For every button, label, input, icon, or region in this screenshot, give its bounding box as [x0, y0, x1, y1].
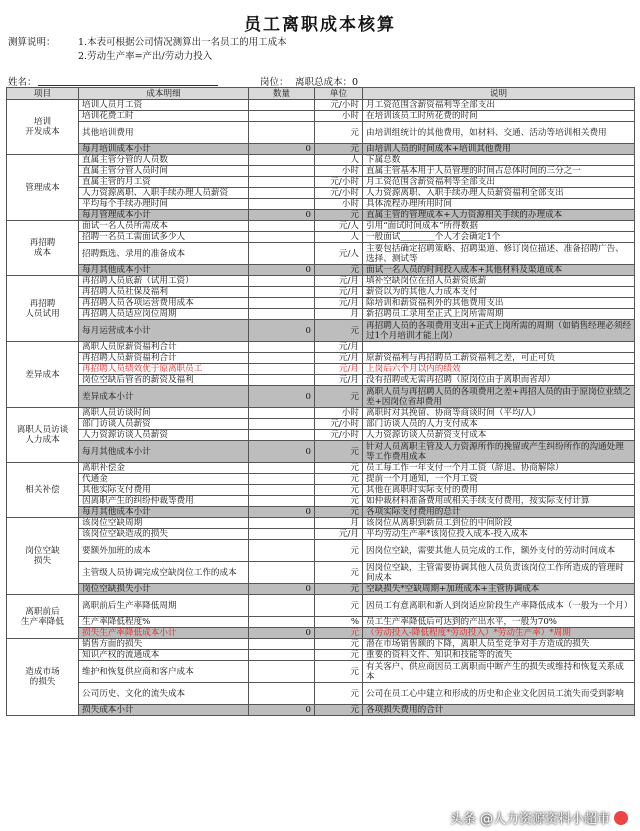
header-qty: 数量 — [249, 88, 315, 100]
detail-cell: 离职前后生产率降低周期 — [79, 595, 249, 617]
table-row — [7, 309, 635, 320]
qty-cell[interactable] — [249, 408, 315, 419]
desc-cell: 除培训和薪资福利外的其他费用支出 — [363, 298, 635, 309]
qty-cell[interactable] — [249, 111, 315, 122]
unit-cell: 元 — [315, 540, 363, 562]
cost-table — [6, 87, 635, 716]
unit-cell: % — [315, 617, 363, 628]
qty-cell[interactable] — [249, 364, 315, 375]
table-row — [7, 166, 635, 177]
qty-cell[interactable] — [249, 529, 315, 540]
desc-cell: 针对人员离职主管及人力资源所作的挽留或产生纠纷所作的沟通处理等工作费用成本 — [363, 441, 635, 463]
unit-cell: 元/小时 — [315, 188, 363, 199]
detail-cell: 平均每个手续办理时间 — [79, 199, 249, 210]
detail-cell: 代通金 — [79, 474, 249, 485]
unit-cell: 元/人 — [315, 221, 363, 232]
table-row — [7, 650, 635, 661]
detail-cell: 销售方面的损失 — [79, 639, 249, 650]
category-cell: 再招聘 人员试用 — [7, 276, 79, 342]
table-row — [7, 496, 635, 507]
table-row — [7, 111, 635, 122]
desc-cell: 薪资以为的其他人力成本支付 — [363, 287, 635, 298]
subtotal-row — [7, 507, 635, 518]
table-row — [7, 276, 635, 287]
qty-cell[interactable] — [249, 155, 315, 166]
unit-cell: 元/月 — [315, 353, 363, 364]
table-body — [7, 100, 635, 716]
detail-cell: 该岗位空缺造成的损失 — [79, 529, 249, 540]
category-cell: 离职人员访谈 人力成本 — [7, 408, 79, 463]
qty-cell[interactable] — [249, 166, 315, 177]
unit-cell: 元 — [315, 661, 363, 683]
qty-cell[interactable]: 0 — [249, 705, 315, 716]
qty-cell[interactable] — [249, 639, 315, 650]
qty-cell[interactable] — [249, 122, 315, 144]
table-row — [7, 177, 635, 188]
desc-cell: 具体流程办理所用时间 — [363, 199, 635, 210]
category-cell: 管理成本 — [7, 155, 79, 221]
detail-cell: 培训花费工时 — [79, 111, 249, 122]
detail-cell: 再招聘人员各项运营费用成本 — [79, 298, 249, 309]
desc-cell: 直属主管基本用于人员管理的时间占总体时间的三分之一 — [363, 166, 635, 177]
qty-cell[interactable] — [249, 309, 315, 320]
table-row — [7, 463, 635, 474]
category-cell: 离职前后 生产率降低 — [7, 595, 79, 639]
table-row — [7, 100, 635, 111]
unit-cell: 小时 — [315, 111, 363, 122]
unit-cell: 元/月 — [315, 276, 363, 287]
table-row — [7, 595, 635, 617]
detail-cell: 每月其他成本小计 — [79, 441, 249, 463]
unit-cell: 元 — [315, 507, 363, 518]
desc-cell: 由培训人员的时间成本+培训其他费用 — [363, 144, 635, 155]
qty-cell[interactable] — [249, 595, 315, 617]
desc-cell: 月工资范围含薪资福利等全部支出 — [363, 100, 635, 111]
qty-cell[interactable] — [249, 650, 315, 661]
table-row — [7, 683, 635, 705]
subtotal-row — [7, 320, 635, 342]
desc-cell: 月工资范围含薪资福利等全部支出 — [363, 177, 635, 188]
qty-cell[interactable] — [249, 463, 315, 474]
qty-cell[interactable] — [249, 298, 315, 309]
qty-cell[interactable] — [249, 232, 315, 243]
detail-cell: 部门访谈人员薪资 — [79, 419, 249, 430]
watermark — [450, 808, 628, 827]
category-cell: 再招聘 成本 — [7, 221, 79, 276]
subtotal-row — [7, 210, 635, 221]
unit-cell: 元 — [315, 496, 363, 507]
desc-cell: 员工每工作一年支付一个月工资（辞退、协商解除） — [363, 463, 635, 474]
table-row — [7, 617, 635, 628]
desc-cell: 因岗位空缺，主管需要协调其他人员负责该岗位工作所造成的管理时间成本 — [363, 562, 635, 584]
desc-cell — [363, 342, 635, 353]
table-row — [7, 639, 635, 650]
desc-cell: 员工生产率降低后可达到的产出水平，一般为70% — [363, 617, 635, 628]
detail-cell: 损失成本小计 — [79, 705, 249, 716]
name-field[interactable] — [38, 85, 218, 86]
desc-cell: 有关客户、供应商因员工离职而中断产生的损失或维持和恢复关系成本 — [363, 661, 635, 683]
detail-cell: 招聘一名员工需面试多少人 — [79, 232, 249, 243]
desc-cell: 提前一个月通知，一个月工资 — [363, 474, 635, 485]
total-cost — [295, 74, 358, 88]
desc-cell: 主要包括确定招聘策略、招聘渠道、修订岗位描述、准备招聘广告、选择、测试等 — [363, 243, 635, 265]
desc-cell: 新招聘员工录用至正式上岗所需周期 — [363, 309, 635, 320]
qty-cell[interactable] — [249, 661, 315, 683]
unit-cell: 元 — [315, 628, 363, 639]
unit-cell: 元 — [315, 474, 363, 485]
qty-cell[interactable]: 0 — [249, 507, 315, 518]
desc-cell: 其他在离职时实际支付的费用 — [363, 485, 635, 496]
header-desc: 说明 — [363, 88, 635, 100]
desc-cell: 原薪资福利与再招聘员工薪资福利之差，可正可负 — [363, 353, 635, 364]
name-label: 姓名： — [8, 77, 37, 88]
table-row — [7, 353, 635, 364]
subtotal-row — [7, 584, 635, 595]
detail-cell: 直属主管的月工资 — [79, 177, 249, 188]
table-row — [7, 364, 635, 375]
page-title: 员工离职成本核算 — [244, 15, 396, 35]
qty-cell[interactable]: 0 — [249, 441, 315, 463]
unit-cell: 元 — [315, 639, 363, 650]
unit-cell: 小时 — [315, 408, 363, 419]
unit-cell: 元 — [315, 144, 363, 155]
desc-cell: 下属总数 — [363, 155, 635, 166]
unit-cell: 小时 — [315, 199, 363, 210]
detail-cell: 离职补偿金 — [79, 463, 249, 474]
desc-cell: 重要的资料文件、知识和技能等的流失 — [363, 650, 635, 661]
unit-cell: 元 — [315, 683, 363, 705]
desc-cell: 上岗后六个月以内的绩效 — [363, 364, 635, 375]
qty-cell[interactable]: 0 — [249, 210, 315, 221]
desc-cell: 各项实际支付费用的总计 — [363, 507, 635, 518]
table-row — [7, 661, 635, 683]
qty-cell[interactable] — [249, 342, 315, 353]
unit-cell: 元 — [315, 210, 363, 221]
qty-cell[interactable] — [249, 199, 315, 210]
desc-cell: 空缺损失*空缺周期+加班成本+主管协调成本 — [363, 584, 635, 595]
detail-cell: 离职人员访谈时间 — [79, 408, 249, 419]
desc-cell: 部门访谈人员的人力支付成本 — [363, 419, 635, 430]
table-row — [7, 375, 635, 386]
table-header-row — [7, 88, 635, 100]
detail-cell: 该岗位空缺周期 — [79, 518, 249, 529]
detail-cell: 每月其他成本小计 — [79, 265, 249, 276]
table-row — [7, 287, 635, 298]
detail-cell: 招聘甄选、录用的准备成本 — [79, 243, 249, 265]
qty-cell[interactable] — [249, 100, 315, 111]
table-row — [7, 155, 635, 166]
category-cell: 差异成本 — [7, 342, 79, 408]
category-cell: 岗位空缺 损失 — [7, 518, 79, 595]
unit-cell: 元/月 — [315, 529, 363, 540]
watermark-text: 头条 @人力资源资料小超市 — [449, 812, 610, 827]
unit-cell: 元/月 — [315, 342, 363, 353]
unit-cell: 元/小时 — [315, 419, 363, 430]
unit-cell: 元/小时 — [315, 177, 363, 188]
watermark-logo-icon — [614, 811, 628, 825]
table-row — [7, 430, 635, 441]
desc-cell: 由培训组统计的其他费用，如材料、交通、活动等培训相关费用 — [363, 122, 635, 144]
subtotal-row — [7, 265, 635, 276]
notes-label: 测算说明： — [8, 37, 56, 48]
table-row — [7, 243, 635, 265]
desc-cell: 人力资源访谈人员薪资支付成本 — [363, 430, 635, 441]
subtotal-row — [7, 386, 635, 408]
unit-cell: 元/人 — [315, 243, 363, 265]
category-cell: 造成市场 的损失 — [7, 639, 79, 716]
subtotal-row — [7, 628, 635, 639]
desc-cell: 一般面试________个人才会确定1个 — [363, 232, 635, 243]
detail-cell: 其他培训费用 — [79, 122, 249, 144]
unit-cell: 元 — [315, 441, 363, 463]
qty-cell[interactable]: 0 — [249, 320, 315, 342]
desc-cell: 在培训该员工时所花费的时间 — [363, 111, 635, 122]
table-row — [7, 474, 635, 485]
header-detail: 成本明细 — [79, 88, 249, 100]
notes-line-1: 1.本表可根据公司情况测算出一名员工的用工成本 — [78, 37, 287, 48]
qty-cell[interactable] — [249, 617, 315, 628]
detail-cell: 主管级人员协调完成空缺岗位工作的成本 — [79, 562, 249, 584]
qty-cell[interactable] — [249, 287, 315, 298]
qty-cell[interactable] — [249, 419, 315, 430]
unit-cell: 元 — [315, 320, 363, 342]
desc-cell: 面试一名人员的时间投入成本+其他材料及渠道成本 — [363, 265, 635, 276]
detail-cell: 生产率降低程度% — [79, 617, 249, 628]
desc-cell: 引用“面试时间成本”所得数据 — [363, 221, 635, 232]
unit-cell: 元 — [315, 705, 363, 716]
unit-cell: 人 — [315, 232, 363, 243]
desc-cell: 各项损失费用的合计 — [363, 705, 635, 716]
detail-cell: 知识产权的流通成本 — [79, 650, 249, 661]
notes-line-2: 2.劳动生产率=产出/劳动力投入 — [78, 51, 213, 62]
desc-cell: 因岗位空缺，需要其他人员完成的工作，额外支付的劳动时间成本 — [363, 540, 635, 562]
category-cell: 相关补偿 — [7, 463, 79, 518]
table-row — [7, 419, 635, 430]
unit-cell: 元/月 — [315, 298, 363, 309]
qty-cell[interactable]: 0 — [249, 144, 315, 155]
detail-cell: 面试一名人员所需成本 — [79, 221, 249, 232]
detail-cell: 因离职产生的纠纷仲裁等费用 — [79, 496, 249, 507]
category-cell: 培训 开发成本 — [7, 100, 79, 155]
detail-cell: 人力资源访谈人员薪资 — [79, 430, 249, 441]
qty-cell[interactable] — [249, 430, 315, 441]
table-row — [7, 199, 635, 210]
qty-cell[interactable] — [249, 375, 315, 386]
detail-cell: 差异成本小计 — [79, 386, 249, 408]
qty-cell[interactable] — [249, 518, 315, 529]
table-row — [7, 485, 635, 496]
table-row — [7, 518, 635, 529]
desc-cell: 如仲裁材料准备费用或相关手续支付费用，按实际支付计算 — [363, 496, 635, 507]
header-project: 项目 — [7, 88, 79, 100]
subtotal-row — [7, 705, 635, 716]
table-row — [7, 540, 635, 562]
detail-cell: 直属主管分管的人员数 — [79, 155, 249, 166]
desc-cell: 离职时对其挽留、协商等商谈时间（平均/人） — [363, 408, 635, 419]
table-row — [7, 232, 635, 243]
detail-cell: 每月运营成本小计 — [79, 320, 249, 342]
table-row — [7, 221, 635, 232]
detail-cell: 直属主管分管人员时间 — [79, 166, 249, 177]
qty-cell[interactable] — [249, 177, 315, 188]
unit-cell: 月 — [315, 518, 363, 529]
qty-cell[interactable] — [249, 562, 315, 584]
table-row — [7, 188, 635, 199]
table-row — [7, 122, 635, 144]
unit-cell: 元/小时 — [315, 430, 363, 441]
qty-cell[interactable] — [249, 485, 315, 496]
desc-cell: 潜在市场销售额的下降，离职人员至竞争对手方造成的损失 — [363, 639, 635, 650]
unit-cell: 元 — [315, 562, 363, 584]
total-label: 离职总成本： — [295, 77, 353, 88]
detail-cell: 其他实际支付费用 — [79, 485, 249, 496]
detail-cell: 再招聘人员薪资福利合计 — [79, 353, 249, 364]
unit-cell: 元/月 — [315, 364, 363, 375]
detail-cell: 离职人员原薪资福利合计 — [79, 342, 249, 353]
desc-cell: 该岗位从离职到新员工到位的中间阶段 — [363, 518, 635, 529]
detail-cell: 再招聘人员适应岗位周期 — [79, 309, 249, 320]
desc-cell: 人力资源离职、入职手续办理人员薪资福利全部支出 — [363, 188, 635, 199]
unit-cell: 元 — [315, 650, 363, 661]
unit-cell: 元 — [315, 485, 363, 496]
qty-cell[interactable]: 0 — [249, 584, 315, 595]
desc-cell: 因员工有意离职和新人到岗适应阶段生产率降低成本（一般为一个月） — [363, 595, 635, 617]
unit-cell: 元 — [315, 386, 363, 408]
table-row — [7, 408, 635, 419]
qty-cell[interactable]: 0 — [249, 628, 315, 639]
unit-cell: 元 — [315, 595, 363, 617]
desc-cell: 公司在员工心中建立和形成的历史和企业文化因员工流失而受到影响 — [363, 683, 635, 705]
subtotal-row — [7, 144, 635, 155]
notes — [8, 36, 287, 64]
unit-cell: 元 — [315, 584, 363, 595]
unit-cell: 小时 — [315, 166, 363, 177]
post-label: 岗位： — [260, 77, 289, 88]
unit-cell: 人 — [315, 155, 363, 166]
desc-cell: （劳动投入-降低程度*劳动投入）*劳动生产率）*周期 — [363, 628, 635, 639]
detail-cell: 培训人员月工资 — [79, 100, 249, 111]
detail-cell: 损失生产率降低成本小计 — [79, 628, 249, 639]
desc-cell: 填补空缺岗位在招人员薪资底薪 — [363, 276, 635, 287]
qty-cell[interactable] — [249, 683, 315, 705]
desc-cell: 离职人员与再招聘人员的各项费用之差+再招人员的由于原岗位业绩之差+因岗位省却费用 — [363, 386, 635, 408]
unit-cell: 元/小时 — [315, 100, 363, 111]
qty-cell[interactable] — [249, 243, 315, 265]
detail-cell: 再招聘人员社保及福利 — [79, 287, 249, 298]
detail-cell: 公司历史、文化的流失成本 — [79, 683, 249, 705]
detail-cell: 每月培训成本小计 — [79, 144, 249, 155]
qty-cell[interactable] — [249, 188, 315, 199]
unit-cell: 元/月 — [315, 375, 363, 386]
qty-cell[interactable]: 0 — [249, 265, 315, 276]
desc-cell: 直属主管的管理成本+人力资源相关手续的办理成本 — [363, 210, 635, 221]
total-value: 0 — [352, 77, 359, 88]
detail-cell: 要额外加班的成本 — [79, 540, 249, 562]
info-bar — [8, 74, 632, 87]
unit-cell: 元 — [315, 463, 363, 474]
qty-cell[interactable] — [249, 540, 315, 562]
table-row — [7, 298, 635, 309]
table-row — [7, 342, 635, 353]
qty-cell[interactable] — [249, 353, 315, 364]
detail-cell: 人力资源离职、入职手续办理人员薪资 — [79, 188, 249, 199]
unit-cell: 元 — [315, 122, 363, 144]
detail-cell: 再招聘人员绩效优于原离职员工 — [79, 364, 249, 375]
header-unit: 单位 — [315, 88, 363, 100]
detail-cell: 岗位空缺后管省的薪资及福利 — [79, 375, 249, 386]
unit-cell: 元/月 — [315, 287, 363, 298]
detail-cell: 每月其他成本小计 — [79, 507, 249, 518]
detail-cell: 再招聘人员底薪（试用工资） — [79, 276, 249, 287]
qty-cell[interactable] — [249, 276, 315, 287]
desc-cell: 平均劳动生产率*该岗位投入成本-投入成本 — [363, 529, 635, 540]
detail-cell: 每月管理成本小计 — [79, 210, 249, 221]
subtotal-row — [7, 441, 635, 463]
table-row — [7, 562, 635, 584]
qty-cell[interactable] — [249, 496, 315, 507]
qty-cell[interactable] — [249, 221, 315, 232]
qty-cell[interactable]: 0 — [249, 386, 315, 408]
qty-cell[interactable] — [249, 474, 315, 485]
unit-cell: 月 — [315, 309, 363, 320]
desc-cell: 再招聘人员的各项费用支出+正式上岗所需的周期（如销售经理必须经过1个月培训才能上岗） — [363, 320, 635, 342]
detail-cell: 维护和恢复供应商和客户成本 — [79, 661, 249, 683]
unit-cell: 元 — [315, 265, 363, 276]
desc-cell: 没有招聘或无需再招聘（原岗位由于离职而省却） — [363, 375, 635, 386]
table-row — [7, 529, 635, 540]
detail-cell: 岗位空缺损失小计 — [79, 584, 249, 595]
